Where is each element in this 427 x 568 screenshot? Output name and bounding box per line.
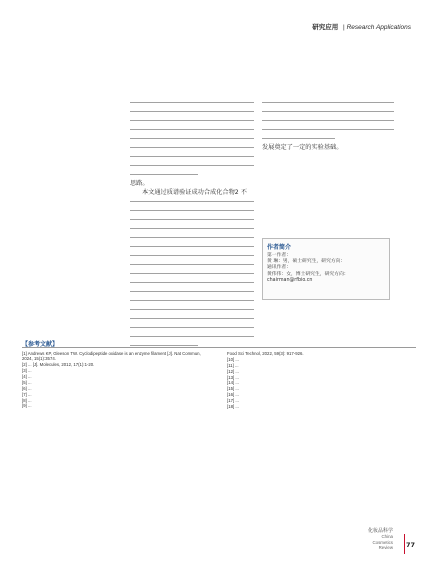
author-box-line: 黄 琳：男，硕士研究生，研究方向： [267, 259, 346, 265]
body-text-line [130, 197, 254, 206]
paragraph-end-line: 发展奠定了一定的实验基础。 [262, 144, 343, 151]
body-text-line [130, 287, 254, 296]
author-email: chairman@rfbio.cn [267, 277, 313, 283]
reference-item: [1] Andrews KP, Gleeson TW. Cyclodipeptide oxidase is an enzyme filament [J]. Nat Commun, 2024, 15(1):3574. [22, 351, 201, 362]
reference-item: [14] ... [227, 380, 239, 386]
author-box-line: 第一作者： [267, 253, 291, 258]
body-text-line [130, 278, 254, 287]
body-text-line [130, 251, 254, 260]
body-text-line [262, 98, 394, 107]
reference-item: [7] ... [22, 391, 32, 397]
reference-item: [6] ... [22, 385, 32, 391]
body-text-line [130, 260, 254, 269]
author-box-title: 作者简介 [267, 244, 292, 251]
reference-item: [4] ... [22, 373, 32, 379]
body-text-line [262, 134, 394, 143]
reference-item: Food Sci Technol, 2022, 59(3): 917-926. [227, 351, 304, 356]
body-text-line [130, 215, 254, 224]
page-header [0, 0, 427, 56]
body-text-line [130, 107, 254, 116]
body-text-line [130, 143, 254, 152]
references-title: 【参考文献】 [22, 341, 59, 348]
reference-item: [10] ... [227, 356, 239, 362]
author-box-line: 黄伟伟：女，博士研究生，研究方向： [267, 271, 349, 277]
body-text-line [262, 125, 394, 134]
body-text-line [130, 242, 254, 251]
reference-item: [8] ... [22, 397, 32, 403]
body-text-line [130, 134, 254, 143]
body-text-line [130, 233, 254, 242]
body-text-line [262, 107, 394, 116]
section-tag-separator: | [343, 24, 345, 31]
page-number: 77 [405, 541, 415, 549]
body-text-line [130, 170, 254, 179]
body-text-line [130, 269, 254, 278]
reference-item: [13] ... [227, 374, 239, 380]
body-text-line [130, 152, 254, 161]
body-text-line [130, 314, 254, 323]
section-tag-en: Research Applications [346, 24, 411, 31]
journal-name-en-2: Cosmetics [372, 539, 393, 545]
body-text-line [130, 125, 254, 134]
section-tag [312, 22, 411, 31]
reference-item: [17] ... [227, 398, 239, 404]
reference-item: [3] ... [22, 368, 32, 374]
author-info-box [262, 238, 390, 300]
body-text-line [262, 116, 394, 125]
body-text-line [130, 305, 254, 314]
reference-item: [5] ... [22, 379, 32, 385]
body-text-line [130, 296, 254, 305]
paragraph-end-line: 思路。 [130, 180, 149, 187]
reference-item: [9] ... [22, 403, 32, 409]
journal-name-en-1: China [381, 534, 393, 540]
references-column-right [227, 351, 409, 410]
page-number-bar [404, 534, 405, 554]
reference-item: [18] ... [227, 404, 239, 410]
journal-name-cn: 化妆品科学 [367, 528, 393, 535]
references-column-left [22, 351, 210, 409]
body-column-right [262, 98, 394, 152]
body-text-line [130, 116, 254, 125]
references-rule [22, 347, 416, 348]
reference-item: [2] ... [J]. Molecules, 2012, 17(1):1-20. [22, 362, 95, 368]
reference-item: [16] ... [227, 392, 239, 398]
body-text-line [130, 323, 254, 332]
journal-logo [368, 529, 393, 550]
body-column-left [130, 98, 254, 350]
journal-name-en-3: Review [378, 544, 393, 550]
author-box-line: 通讯作者： [267, 265, 291, 271]
body-text-line [130, 206, 254, 215]
body-text-line [130, 224, 254, 233]
body-text-line [130, 98, 254, 107]
reference-item: [15] ... [227, 386, 239, 392]
references-section [22, 339, 412, 535]
section-tag-cn: 研究应用 [312, 24, 339, 31]
body-text-line [130, 161, 254, 170]
reference-item: [12] ... [227, 368, 239, 374]
reference-item: [11] ... [227, 362, 239, 368]
paragraph-start-line: 本文通过质谱验证成功合成化合物2 不 [142, 189, 247, 196]
